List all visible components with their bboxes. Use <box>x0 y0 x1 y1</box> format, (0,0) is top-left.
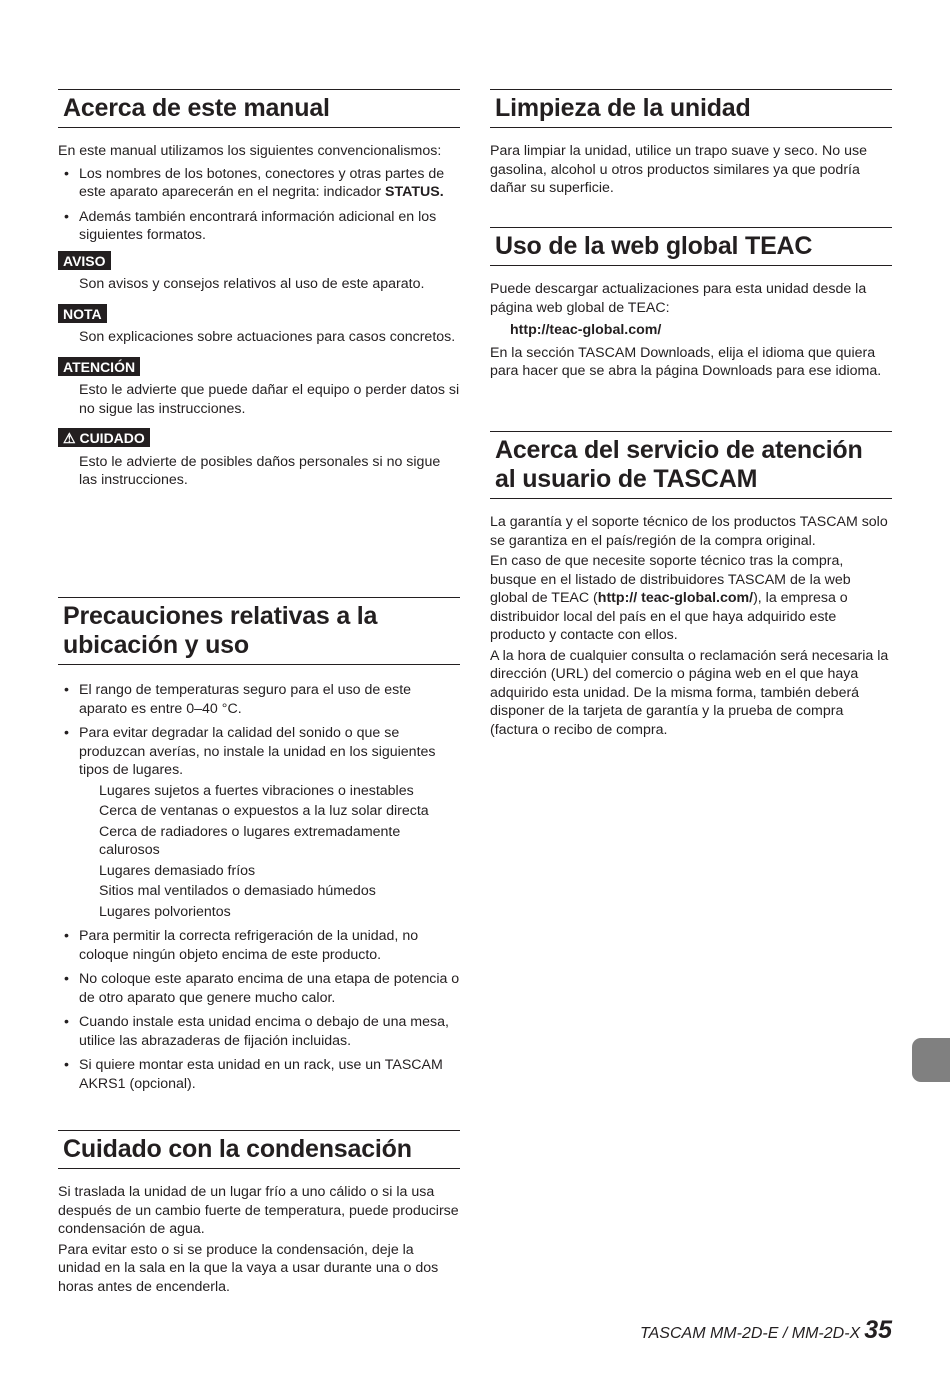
teac-global-link[interactable]: http://teac-global.com/ <box>510 322 662 338</box>
cuidado-text: Esto le advierte de posibles daños personales si no sigue las instrucciones. <box>79 453 441 488</box>
section-title: Acerca de este manual <box>58 89 460 128</box>
section-limpieza <box>490 89 892 200</box>
page-footer <box>640 1316 892 1345</box>
place-item: Lugares sujetos a fuertes vibraciones o inestables <box>99 782 414 799</box>
list-item: • No coloque este aparato encima de una etapa de potencia o de otro aparato que genere mucho calor. <box>64 971 460 1006</box>
section-title: Uso de la web global TEAC <box>490 227 892 266</box>
paragraph: Para evitar esto o si se produce la condensación, deje la unidad en la sala en la que la vaya a usar durante una o dos horas antes de encenderla. <box>58 1241 439 1295</box>
section-title: Precauciones relativas a la ubicación y uso <box>58 597 460 665</box>
page-number: 35 <box>864 1316 892 1344</box>
place-item: Cerca de radiadores o lugares extremadamente calurosos <box>99 823 401 858</box>
section-acerca-manual <box>58 89 460 490</box>
list-item: • Para permitir la correcta refrigeración de la unidad, no coloque ningún objeto encima de este producto. <box>64 928 419 963</box>
paragraph: Para limpiar la unidad, utilice un trapo suave y seco. No use gasolina, alcohol u otros productos similares ya que podría dañar su superficie. <box>490 143 867 196</box>
list-item: • El rango de temperaturas seguro para el uso de este aparato es entre 0–40 °C. <box>64 682 412 717</box>
nota-tag: NOTA <box>58 304 107 323</box>
place-item: Sitios mal ventilados o demasiado húmedos <box>99 883 376 899</box>
paragraph: En la sección TASCAM Downloads, elija el idioma que quiera para hacer que se abra la página Downloads para ese idioma. <box>490 344 882 379</box>
section-title: Cuidado con la condensación <box>58 1130 460 1169</box>
list-item: • Para evitar degradar la calidad del sonido o que se produzcan averías, no instale la unidad en los siguientes tipos de lugares. Lugares sujetos a fuertes vibraciones o inestables Cerca de ventanas o expuestos a la luz solar directa Cerca de radiadores o lugares extremadamente calurosos Lugares demasiado fríos Sitios mal ventilados o demasiado húmedos Lugares polvorientos <box>58 724 460 921</box>
section-condensacion <box>58 1130 460 1298</box>
footer-model: TASCAM MM-2D-E / MM-2D-X <box>640 1325 861 1342</box>
place-item: Lugares polvorientos <box>99 903 231 920</box>
paragraph: La garantía y el soporte técnico de los productos TASCAM solo se garantiza en el país/región de la compra original. <box>490 514 888 549</box>
status-label: STATUS. <box>385 184 444 200</box>
teac-global-link[interactable]: http:// teac-global.com/ <box>597 590 754 606</box>
paragraph: Puede descargar actualizaciones para esta unidad desde la página web global de TEAC: <box>490 281 867 316</box>
place-item: Lugares demasiado fríos <box>99 862 256 879</box>
nota-text: Son explicaciones sobre actuaciones para casos concretos. <box>79 329 456 345</box>
list-item: • Los nombres de los botones, conectores y otras partes de este aparato aparecerán en el negrita: indicador STATUS. <box>64 165 445 200</box>
paragraph: A la hora de cualquier consulta o reclamación será necesaria la dirección (URL) del comercio o página web en el que haya adquirido esta unidad. De la misma forma, también deberá disponer de la tarjeta de garantía y la prueba de compra (factura o recibo de compra. <box>490 647 889 738</box>
intro-text: En este manual utilizamos los siguientes convencionalismos: <box>58 143 442 159</box>
section-precauciones <box>58 597 460 1099</box>
section-title: Limpieza de la unidad <box>490 89 892 128</box>
section-web-global <box>490 227 892 383</box>
atencion-text: Esto le advierte que puede dañar el equipo o perder datos si no sigue las instrucciones. <box>79 382 460 417</box>
list-item: • Si quiere montar esta unidad en un rack, use un TASCAM AKRS1 (opcional). <box>64 1057 443 1092</box>
place-item: Cerca de ventanas o expuestos a la luz solar directa <box>99 803 429 819</box>
list-item: • Además también encontrará información adicional en los siguientes formatos. <box>64 208 437 243</box>
cuidado-tag: ⚠ CUIDADO <box>58 428 150 447</box>
atencion-tag: ATENCIÓN <box>58 357 140 376</box>
aviso-tag: AVISO <box>58 251 111 270</box>
paragraph: En caso de que necesite soporte técnico tras la compra, busque en el listado de distribuidores TASCAM de la web global de TEAC (http:// teac-global.com/), la empresa o distribuidor local del país en el que haya adquirido este producto y contacte con ellos. <box>490 553 851 643</box>
aviso-text: Son avisos y consejos relativos al uso de este aparato. <box>79 276 425 292</box>
section-title: Acerca del servicio de atención al usuario de TASCAM <box>490 431 892 499</box>
paragraph: Si traslada la unidad de un lugar frío a uno cálido o si la usa después de un cambio fuerte de temperatura, puede producirse condensación de agua. <box>58 1184 459 1237</box>
chapter-tab <box>912 1038 950 1082</box>
list-item: • Cuando instale esta unidad encima o debajo de una mesa, utilice las abrazaderas de fijación incluidas. <box>64 1014 449 1049</box>
section-servicio <box>490 431 892 741</box>
warning-triangle-icon: ⚠ <box>63 430 76 446</box>
